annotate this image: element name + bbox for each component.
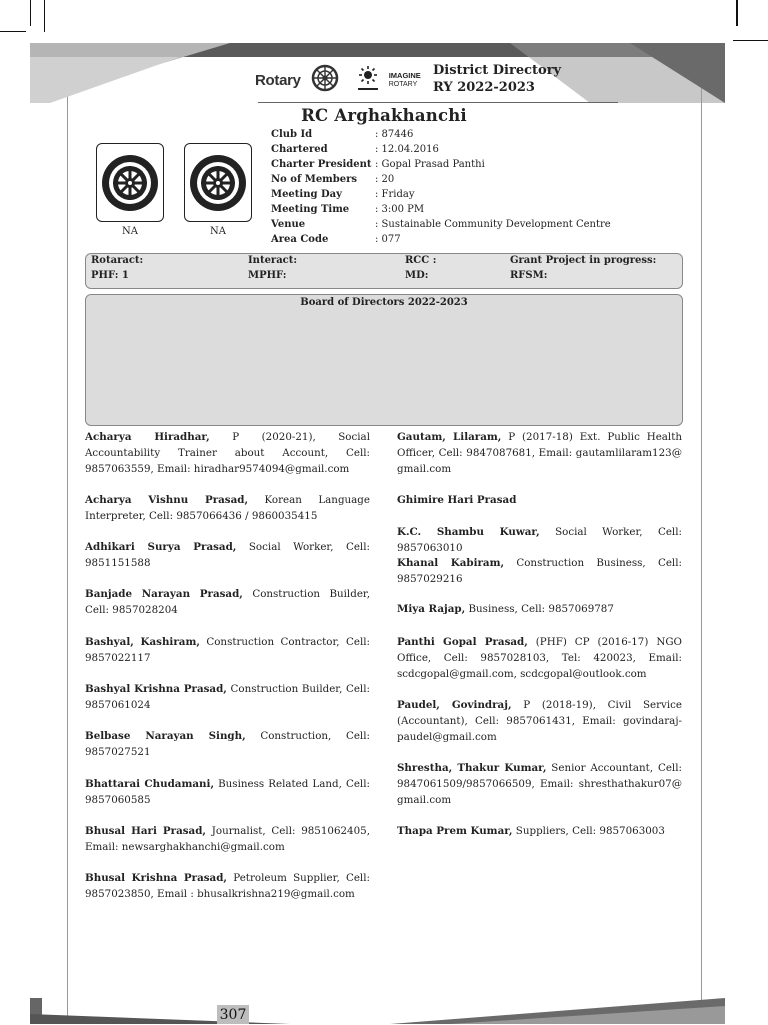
member-detail: Construction Contractor, Cell: 9857022117 bbox=[85, 636, 370, 664]
directory-title-line1: District Directory bbox=[433, 63, 562, 78]
crop-mark bbox=[30, 0, 31, 26]
club-info-value: : 12.04.2016 bbox=[375, 144, 439, 155]
club-info-key: Meeting Day bbox=[271, 189, 342, 200]
club-info-row bbox=[271, 172, 611, 187]
member-entry bbox=[397, 760, 682, 808]
member-name: Thapa Prem Kumar, bbox=[397, 825, 513, 837]
member-detail: Social Worker, Cell: 9851151588 bbox=[85, 541, 370, 569]
member-name: Adhikari Surya Prasad, bbox=[85, 541, 237, 553]
member-entry bbox=[85, 870, 370, 902]
member-entry bbox=[85, 728, 370, 760]
club-info-value: : 3:00 PM bbox=[375, 204, 425, 215]
club-info-row bbox=[271, 232, 611, 247]
member-detail: Korean Language Interpreter, Cell: 9857066436 / 9860035415 bbox=[85, 494, 370, 522]
member-name: Panthi Gopal Prasad, bbox=[397, 636, 528, 648]
member-detail: Social Worker, Cell: 9857063010 bbox=[397, 526, 682, 554]
member-name: Ghimire Hari Prasad bbox=[397, 494, 517, 506]
rotaract-label: Rotaract: bbox=[91, 255, 144, 266]
club-info-key: Area Code bbox=[271, 234, 329, 245]
phf-label: PHF: 1 bbox=[91, 270, 129, 281]
member-name: K.C. Shambu Kuwar, bbox=[397, 526, 540, 538]
member-entry bbox=[397, 823, 682, 839]
crop-mark bbox=[736, 0, 738, 26]
member-name: Acharya Vishnu Prasad, bbox=[85, 494, 249, 506]
member-entry bbox=[397, 429, 682, 477]
board-title: Board of Directors 2022-2023 bbox=[300, 297, 468, 308]
club-info-row bbox=[271, 127, 611, 142]
crop-mark bbox=[733, 40, 768, 41]
club-info-row bbox=[271, 202, 611, 217]
member-entry bbox=[85, 429, 370, 477]
member-entry bbox=[397, 524, 682, 556]
member-entry bbox=[397, 601, 682, 617]
member-detail: Construction Builder, Cell: 9857061024 bbox=[85, 683, 370, 711]
member-entry bbox=[85, 634, 370, 666]
member-entry bbox=[397, 634, 682, 682]
club-info-value: : 077 bbox=[375, 234, 401, 245]
imagine-rotary-text bbox=[389, 72, 421, 89]
rotary-wordmark: Rotary bbox=[255, 71, 301, 89]
club-info-row bbox=[271, 187, 611, 202]
club-info-value: : 87446 bbox=[375, 129, 414, 140]
crop-mark bbox=[0, 31, 26, 32]
member-entry bbox=[85, 776, 370, 808]
member-entry bbox=[397, 555, 682, 587]
directory-title bbox=[433, 62, 561, 96]
club-info-value: : Gopal Prasad Panthi bbox=[375, 159, 485, 170]
club-logo-box-2 bbox=[184, 143, 252, 222]
club-info-value: : Sustainable Community Development Centre bbox=[375, 219, 611, 230]
directory-title-line2: RY 2022-2023 bbox=[433, 80, 535, 95]
club-info-key: Meeting Time bbox=[271, 204, 350, 215]
page-number: 307 bbox=[217, 1005, 249, 1024]
member-entry bbox=[397, 492, 682, 508]
club-logo-box-1 bbox=[96, 143, 164, 222]
member-name: Gautam, Lilaram, bbox=[397, 431, 502, 443]
club-info-key: Charter President bbox=[271, 159, 372, 170]
member-detail: Business, Cell: 9857069787 bbox=[468, 603, 614, 615]
member-entry bbox=[85, 681, 370, 713]
imagine-rotary-label: ROTARY bbox=[388, 80, 418, 88]
club-info-row bbox=[271, 157, 611, 172]
member-name: Paudel, Govindraj, bbox=[397, 699, 512, 711]
member-name: Miya Rajap, bbox=[397, 603, 466, 615]
club-info-key: Venue bbox=[271, 219, 306, 230]
member-detail: Business Related Land, Cell: 9857060585 bbox=[85, 778, 370, 806]
member-detail: P (2020-21), Social Accountability Trainer about Account, Cell: 9857063559, Email: hiradhar9574094@gmail.com bbox=[85, 431, 370, 475]
member-name: Bhattarai Chudamani, bbox=[85, 778, 215, 790]
mphf-label: MPHF: bbox=[248, 270, 287, 281]
club-info-list bbox=[271, 127, 611, 247]
member-name: Khanal Kabiram, bbox=[397, 557, 505, 569]
member-name: Bhusal Hari Prasad, bbox=[85, 825, 206, 837]
imagine-sun-icon bbox=[357, 65, 379, 95]
club-info-key: Club Id bbox=[271, 129, 313, 140]
club-info-key: Chartered bbox=[271, 144, 328, 155]
member-detail: (PHF) CP (2016-17) NGO Office, Cell: 9857028103, Tel: 420023, Email: scdcgopal@gmail.com, scdcgopal@outlook.com bbox=[397, 636, 682, 680]
member-detail: Construction Builder, Cell: 9857028204 bbox=[85, 588, 370, 616]
rotary-wheel-icon bbox=[311, 64, 339, 96]
club-info-value: : 20 bbox=[375, 174, 395, 185]
member-detail: P (2018-19), Civil Service (Accountant), Cell: 9857061431, Email: govindaraj-paudel@gmail.com bbox=[397, 699, 682, 743]
member-detail: Journalist, Cell: 9851062405, Email: newsarghakhanchi@gmail.com bbox=[85, 825, 370, 853]
member-entry bbox=[85, 823, 370, 855]
crop-mark bbox=[44, 0, 45, 32]
club-info-key: No of Members bbox=[271, 174, 358, 185]
club-name: RC Arghakhanchi bbox=[301, 106, 467, 125]
member-entry bbox=[85, 539, 370, 571]
member-detail: Construction Business, Cell: 9857029216 bbox=[397, 557, 682, 585]
member-detail: Suppliers, Cell: 9857063003 bbox=[515, 825, 665, 837]
awards-summary-box bbox=[85, 253, 683, 289]
member-name: Acharya Hiradhar, bbox=[85, 431, 210, 443]
member-entry bbox=[85, 586, 370, 618]
member-name: Bashyal, Kashiram, bbox=[85, 636, 200, 648]
rcc-label: RCC : bbox=[405, 255, 437, 266]
footer-band bbox=[30, 998, 725, 1024]
rfsm-label: RFSM: bbox=[510, 270, 548, 281]
member-name: Bashyal Krishna Prasad, bbox=[85, 683, 227, 695]
member-name: Banjade Narayan Prasad, bbox=[85, 588, 243, 600]
md-label: MD: bbox=[405, 270, 429, 281]
grant-project-label: Grant Project in progress: bbox=[510, 255, 657, 266]
member-name: Shrestha, Thakur Kumar, bbox=[397, 762, 547, 774]
header-logos bbox=[255, 62, 421, 98]
member-entry bbox=[397, 697, 682, 745]
imagine-label: IMAGINE bbox=[388, 70, 421, 80]
member-detail: Petroleum Supplier, Cell: 9857023850, Email : bhusalkrishna219@gmail.com bbox=[85, 872, 370, 900]
rotary-wheel-icon bbox=[187, 152, 249, 214]
member-detail: Construction, Cell: 9857027521 bbox=[85, 730, 370, 758]
club-info-value: : Friday bbox=[375, 189, 415, 200]
interact-label: Interact: bbox=[248, 255, 298, 266]
member-name: Bhusal Krishna Prasad, bbox=[85, 872, 227, 884]
member-name: Belbase Narayan Singh, bbox=[85, 730, 246, 742]
club-info-row bbox=[271, 217, 611, 232]
member-detail: Senior Accountant, Cell: 9847061509/9857066509, Email: shresthathakur07@ gmail.com bbox=[397, 762, 682, 806]
club-logo-label-2: NA bbox=[210, 226, 226, 237]
club-logo-label-1: NA bbox=[122, 226, 138, 237]
rotary-wheel-icon bbox=[99, 152, 161, 214]
member-entry bbox=[85, 492, 370, 524]
board-of-directors-box bbox=[85, 294, 683, 426]
club-info-row bbox=[271, 142, 611, 157]
member-detail: P (2017-18) Ext. Public Health Officer, Cell: 9847087681, Email: gautamlilaram123@ gmail.com bbox=[397, 431, 682, 475]
